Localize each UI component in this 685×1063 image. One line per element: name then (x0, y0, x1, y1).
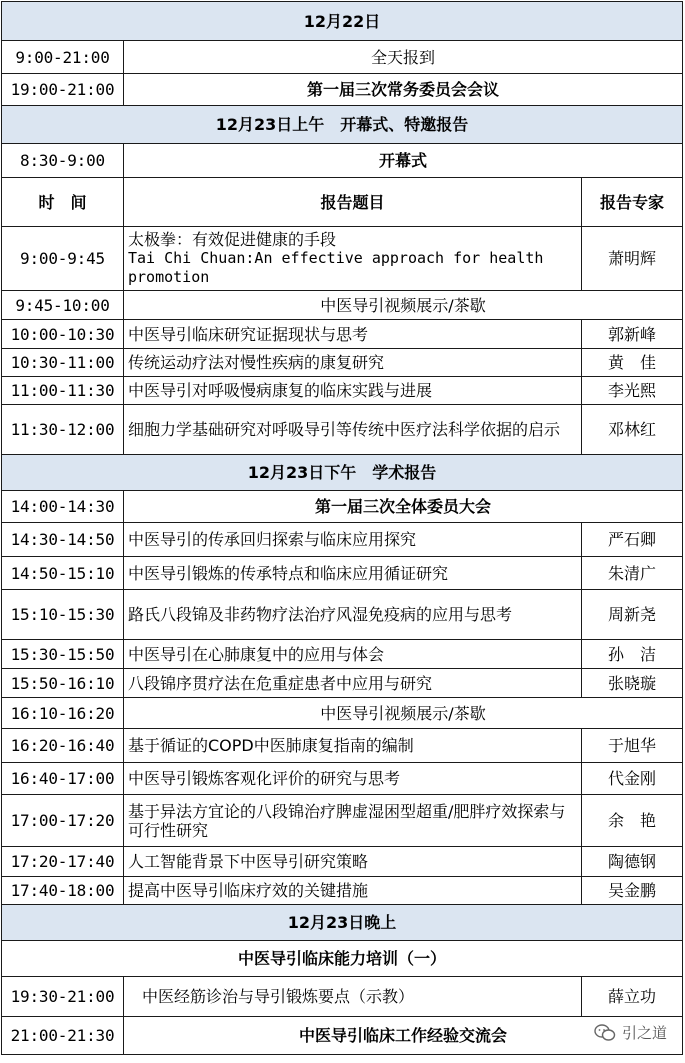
report-topic: 细胞力学基础研究对呼吸导引等传统中医疗法科学依据的启示 (124, 405, 582, 455)
report-topic: 路氏八段锦及非药物疗法治疗风湿免疫病的应用与思考 (124, 590, 582, 640)
time-cell: 19:30-21:00 (2, 977, 124, 1017)
time-cell: 14:00-14:30 (2, 491, 124, 523)
time-cell: 11:00-11:30 (2, 377, 124, 405)
opening-ceremony: 开幕式 (124, 144, 683, 178)
speaker-name: 严石卿 (582, 523, 683, 557)
watermark-text: 引之道 (621, 1024, 667, 1042)
time-cell: 9:00-9:45 (2, 227, 124, 291)
time-cell: 14:30-14:50 (2, 523, 124, 557)
time-cell: 14:50-15:10 (2, 557, 124, 590)
speaker-name: 黄 佳 (582, 349, 683, 377)
time-cell: 16:10-16:20 (2, 698, 124, 729)
column-header-time: 时 间 (2, 178, 124, 227)
section-header-dec23-pm: 12月23日下午 学术报告 (2, 455, 683, 491)
speaker-name: 邓林红 (582, 405, 683, 455)
report-topic: 中医导引临床研究证据现状与思考 (124, 320, 582, 349)
time-cell: 17:40-18:00 (2, 877, 124, 905)
time-cell: 15:10-15:30 (2, 590, 124, 640)
report-topic (124, 227, 582, 291)
report-topic: 中医导引在心肺康复中的应用与体会 (124, 640, 582, 669)
report-topic: 中医经筋诊治与导引锻炼要点（示教） (124, 977, 582, 1017)
section-header-dec22: 12月22日 (2, 2, 683, 41)
section-header-dec23-evening: 12月23日晚上 (2, 905, 683, 941)
standing-committee-meeting: 第一届三次常务委员会会议 (124, 74, 683, 106)
topic-zh: 太极拳：有效促进健康的手段 (128, 230, 337, 249)
report-topic: 提高中医导引临床疗效的关键措施 (124, 877, 582, 905)
tea-break: 中医导引视频展示/茶歇 (124, 698, 683, 729)
time-cell: 9:00-21:00 (2, 41, 124, 74)
speaker-name: 于旭华 (582, 729, 683, 763)
training-title: 中医导引临床能力培训（一） (2, 941, 683, 977)
speaker-name: 吴金鹏 (582, 877, 683, 905)
time-cell: 15:30-15:50 (2, 640, 124, 669)
report-topic: 基于循证的COPD中医肺康复指南的编制 (124, 729, 582, 763)
speaker-name: 周新尧 (582, 590, 683, 640)
report-topic: 中医导引锻炼客观化评价的研究与思考 (124, 763, 582, 795)
time-cell: 10:30-11:00 (2, 349, 124, 377)
time-cell: 11:30-12:00 (2, 405, 124, 455)
speaker-name: 朱清广 (582, 557, 683, 590)
speaker-name: 李光熙 (582, 377, 683, 405)
time-cell: 17:20-17:40 (2, 847, 124, 877)
speaker-name: 代金刚 (582, 763, 683, 795)
experience-exchange-meeting: 中医导引临床工作经验交流会 (124, 1017, 683, 1055)
column-header-topic: 报告题目 (124, 178, 582, 227)
speaker-name: 孙 洁 (582, 640, 683, 669)
column-header-speaker: 报告专家 (582, 178, 683, 227)
speaker-name: 张晓璇 (582, 669, 683, 698)
time-cell: 16:20-16:40 (2, 729, 124, 763)
watermark (594, 1022, 667, 1043)
report-topic: 基于异法方宜论的八段锦治疗脾虚湿困型超重/肥胖疗效探索与可行性研究 (124, 795, 582, 847)
time-cell: 9:45-10:00 (2, 291, 124, 320)
time-cell: 16:40-17:00 (2, 763, 124, 795)
section-header-dec23-am: 12月23日上午 开幕式、特邀报告 (2, 106, 683, 144)
report-topic: 八段锦序贯疗法在危重症患者中应用与研究 (124, 669, 582, 698)
report-topic: 中医导引的传承回归探索与临床应用探究 (124, 523, 582, 557)
report-topic: 中医导引锻炼的传承特点和临床应用循证研究 (124, 557, 582, 590)
time-cell: 10:00-10:30 (2, 320, 124, 349)
time-cell: 19:00-21:00 (2, 74, 124, 106)
report-topic: 中医导引对呼吸慢病康复的临床实践与进展 (124, 377, 582, 405)
topic-en: Tai Chi Chuan:An effective approach for health promotion (128, 249, 544, 286)
report-topic: 人工智能背景下中医导引研究策略 (124, 847, 582, 877)
schedule-table (1, 1, 683, 1055)
registration-cell: 全天报到 (124, 41, 683, 74)
speaker-name: 萧明辉 (582, 227, 683, 291)
time-cell: 15:50-16:10 (2, 669, 124, 698)
tea-break: 中医导引视频展示/茶歇 (124, 291, 683, 320)
general-assembly: 第一届三次全体委员大会 (124, 491, 683, 523)
speaker-name: 陶德钢 (582, 847, 683, 877)
speaker-name: 余 艳 (582, 795, 683, 847)
wechat-icon (594, 1024, 616, 1042)
speaker-name: 薛立功 (582, 977, 683, 1017)
time-cell: 17:00-17:20 (2, 795, 124, 847)
speaker-name: 郭新峰 (582, 320, 683, 349)
time-cell: 8:30-9:00 (2, 144, 124, 178)
report-topic: 传统运动疗法对慢性疾病的康复研究 (124, 349, 582, 377)
time-cell: 21:00-21:30 (2, 1017, 124, 1055)
